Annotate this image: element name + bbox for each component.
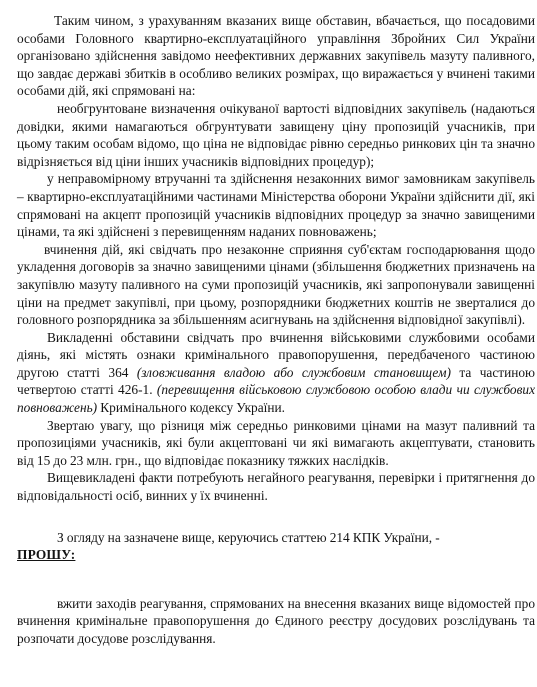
paragraph-price-difference: Звертаю увагу, що різниця між середньо ринковими цінами на мазут паливний та пропозиціями учасників, які були акцептовані чи які вимагають акцептувати, становить від 15 до 23 млн. грн., що відповідає показнику тяжких наслідків. <box>17 417 535 468</box>
qualification-text-e: Кримінального кодексу України. <box>97 400 285 416</box>
paragraph-contract-facilitation: вчинення дій, які свідчать про незаконне сприяння суб'єктам господарювання щодо укладення договорів за значно завищеними цінами (збільшення бюджетних призначень на закупівлю мазуту паливного на суми пропозицій учасників, які запропонували завищенні ціни на предмет закупівлі, при цьому, розпорядники бюджетних коштів не зверталися до головного розпорядника за збільшенням асигнувань на здійснення відповідної закупівлі). <box>17 241 535 328</box>
paragraph-response-needed: Вищевикладені факти потребують негайного реагування, перевірки і притягнення до відповідальності осіб, винних у їх вчиненні. <box>17 470 535 504</box>
paragraph-cost-estimation: необгрунтоване визначення очікуваної вартості відповідних закупівель (надаються довідки, якими намагаються обгрунтувати завищену ціну пропозицій учасників, при цьому таким особам відомо, що ціна не відповідає рівню середньо ринкових цін та значно відрізняється від ціни інших учасників відповідних процедур); <box>17 100 535 169</box>
paragraph-legal-qualification <box>17 329 535 417</box>
qualification-note-426: (перевищення військовою службовою особою влади чи службових повноважень) <box>17 382 535 416</box>
request-heading: ПРОШУ: <box>17 547 76 563</box>
paragraph-legal-basis: З огляду на зазначене вище, керуючись статтею 214 КПК України, - <box>57 529 440 545</box>
qualification-text-c: та частиною четвертою статті 426-1. <box>17 364 536 398</box>
qualification-note-364: (зловживання владою або службовим становищем) <box>136 364 451 380</box>
paragraph-interference: у неправомірному втручанні та здійснення незаконних вимог замовникам закупівель – квартирно-експлуатаційними частинами Міністерства оборони України здійснити дії, які спрямовані на акцепт пропозицій учасників відповідних процедур за значно завищеними цінами, та які здійснені з перевищенням наданих повноважень; <box>17 171 535 240</box>
qualification-text-a: Викладенні обставини свідчать про вчинення військовими службовими особами діянь, які містять ознаки кримінального правопорушення, передбаченого частиною другою статті 364 <box>17 329 535 380</box>
paragraph-findings: Таким чином, з урахуванням вказаних вище обставин, вбачається, що посадовими особами Головного квартирно-експлуатаційного управління Збройних Сил України організовано здійснення завідомо неефективних державних закупівель мазуту паливного, що завдає державі збитків в особливо великих розмірах, що виражається у вчинені такими особами дій, які спрямовані на: <box>17 13 535 99</box>
paragraph-request: вжити заходів реагування, спрямованих на внесення вказаних вище відомостей про вчинення кримінальне правопорушення до Єдиного реєстру досудових розслідувань та розпочати досудове розслідування. <box>17 595 535 646</box>
